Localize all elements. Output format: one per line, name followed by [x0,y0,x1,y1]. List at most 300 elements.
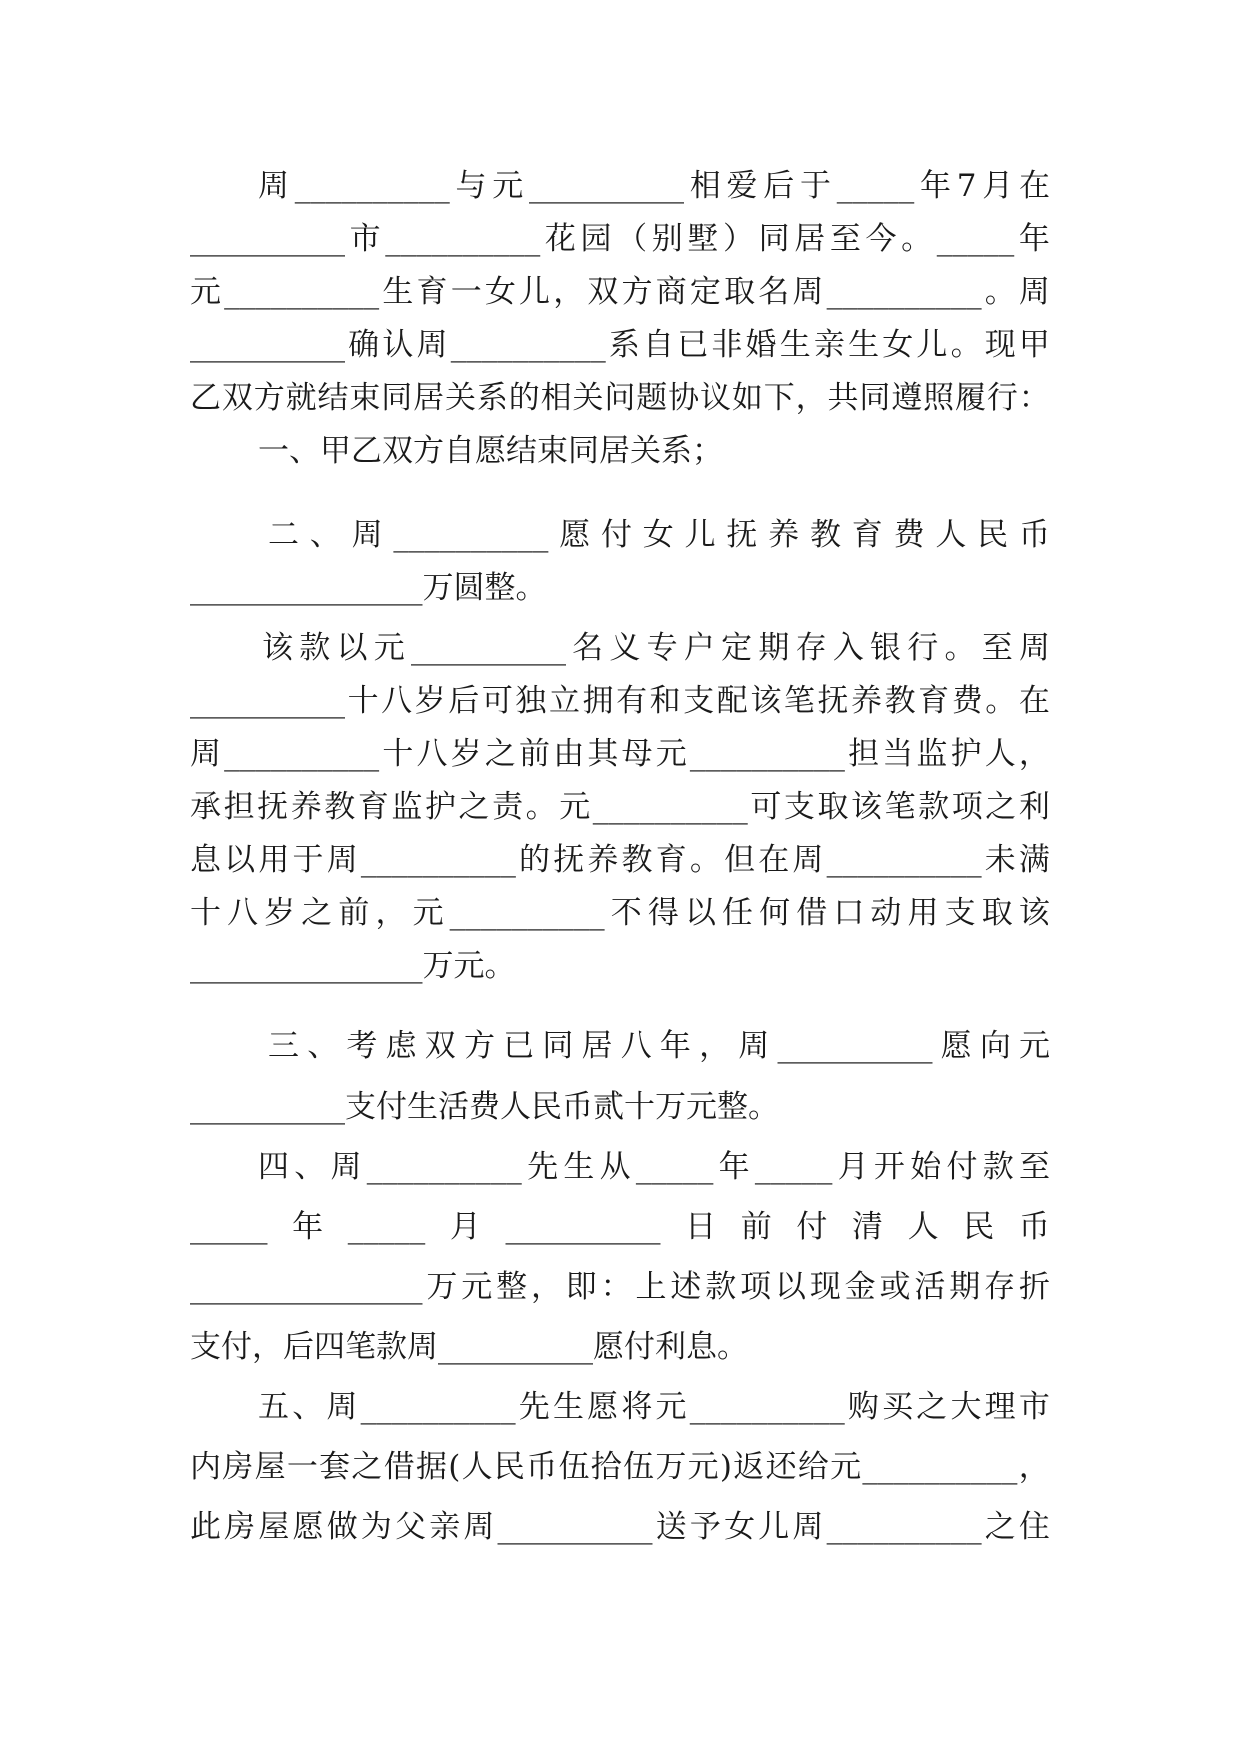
text-char: 周 [792,274,824,310]
blank-field: __________ [826,274,982,310]
blank-field: _____ [635,1149,714,1185]
text-char: 下 [763,380,795,416]
text-char: 为 [360,1509,392,1545]
text-char: 现 [809,1269,841,1305]
text-char: ） [723,221,754,257]
text-char: 元 [373,630,405,666]
text-char: 关 [572,380,604,416]
text-char: 人 [935,517,967,553]
text-char: 养 [290,789,322,825]
text-char: ， [553,274,585,310]
text-char: 款 [705,1269,737,1305]
text-char: 伍 [558,1449,590,1485]
text-char: ： [600,1269,632,1305]
blank-field: __________ [294,168,450,204]
blank-field: __________ [529,168,684,204]
blank-field: __________ [449,895,605,931]
text-char: 。 [984,274,1016,310]
text-char: 后 [763,168,795,204]
text-char: 女 [484,274,516,310]
text-line: 一、甲乙双方自愿结束同居关系； [258,433,723,469]
text-char: 问 [604,380,636,416]
text-char: 款 [918,789,950,825]
text-char: 和 [649,683,681,719]
text-char: 居 [413,380,445,416]
text-char: 监 [391,789,423,825]
blank-field: __________ [366,1149,522,1185]
text-line [258,1143,1050,1191]
text-char: 以 [774,1269,806,1305]
text-char: 笔 [783,683,815,719]
text-char: 名 [572,630,604,666]
text-char: 期 [949,1269,981,1305]
text-char: 述 [670,1269,702,1305]
text-char: 笔 [884,789,916,825]
blank-field: __________ [190,683,345,719]
text-char: 从 [599,1149,631,1185]
text-char: 元 [461,1269,493,1305]
text-char: 周 [792,1509,824,1545]
text-line [190,783,1050,831]
text-char: 。 [944,630,976,666]
text-char: 愿 [940,1028,972,1064]
text-char: 于 [292,842,324,878]
text-char: 之 [301,895,333,931]
text-char: 与 [455,168,487,204]
text-char: ( [448,1449,461,1485]
text-char: 、 [309,517,341,553]
text-char: 。 [525,789,557,825]
text-char: 在 [1018,683,1050,719]
text-char: 担 [223,789,255,825]
blank-field: __________ [505,1209,661,1245]
text-char: 元 [687,1449,719,1485]
text-char: 屋 [254,1449,286,1485]
text-char: 周 [351,517,383,553]
text-char: 议 [700,380,731,416]
text-char: 元 [492,168,524,204]
blank-field: __________ [826,1509,982,1545]
blank-field: _______________ [190,1269,423,1305]
text-char: 生 [848,327,880,363]
text-char: 。 [689,842,721,878]
text-char: 教 [809,517,841,553]
text-char: 的 [508,380,540,416]
text-char: 可 [481,683,513,719]
blank-field: __________ [450,327,606,363]
text-char: 义 [609,630,641,666]
text-char: 币 [1018,1209,1050,1245]
text-char: 用 [258,842,290,878]
text-char: 周 [326,842,358,878]
text-char: 责 [492,789,524,825]
text-char: 前 [338,895,370,931]
blank-field: __________ [190,221,345,257]
text-char: 之 [916,1389,948,1425]
text-char: 监 [916,736,948,772]
blank-field: __________ [689,1389,845,1425]
text-char: 母 [621,736,653,772]
text-char: 行 [986,380,1018,416]
text-char: 同 [758,221,790,257]
text-char: 利 [1018,789,1050,825]
text-char: 履 [955,380,986,416]
text-char: 八 [416,736,448,772]
text-line [258,1383,1050,1431]
text-char: 元 [655,1389,687,1425]
text-char: 抚 [553,842,585,878]
text-char: 专 [646,630,678,666]
text-char: 币 [1018,517,1050,553]
text-char: 亲 [429,1509,461,1545]
blank-field: __________ [224,274,380,310]
text-char: 活 [914,1269,946,1305]
text-char: 予 [689,1509,721,1545]
text-char: 户 [683,630,715,666]
text-char: 伍 [623,1449,655,1485]
text-char: 周 [190,736,221,772]
text-char: 拥 [582,683,614,719]
text-char: 支 [683,683,715,719]
text-char: 方 [253,380,285,416]
text-char: 于 [800,168,831,204]
text-char: 万 [426,1269,458,1305]
text-char: 送 [655,1509,687,1545]
text-line [190,1503,1050,1551]
text-char: 同 [859,380,891,416]
text-char: 共 [827,380,859,416]
text-char: 定 [689,274,721,310]
text-char: 房 [224,1509,256,1545]
text-char: 八 [381,683,413,719]
text-char: 协 [668,380,700,416]
text-char: 、 [307,1028,339,1064]
text-char: 年 [659,1028,691,1064]
text-line [190,1203,1050,1251]
blank-field: __________ [689,736,845,772]
text-char: 就 [285,380,317,416]
text-char: 养 [768,517,800,553]
text-char: 抚 [817,683,849,719]
text-char: 抚 [257,789,289,825]
text-char: 育 [416,274,448,310]
blank-field: __________ [360,1389,516,1425]
text-char: 以 [336,630,368,666]
text-char: 之 [985,789,1017,825]
text-char: 何 [759,895,791,931]
text-char: 人 [461,1449,493,1485]
text-char: 方 [621,274,653,310]
text-char: 开 [873,1149,905,1185]
text-char: 房 [222,1449,254,1485]
text-char: 护 [424,789,456,825]
text-char: 由 [553,736,585,772]
text-char: 抚 [726,517,758,553]
text-char: 岁 [450,736,482,772]
text-char: 婚 [745,327,777,363]
text-char: 生 [382,274,414,310]
text-char: 期 [758,630,790,666]
text-char: 别 [651,221,683,257]
text-char: 八 [227,895,259,931]
text-line [190,889,1050,937]
text-char: 向 [979,1028,1011,1064]
text-char: 。 [901,221,933,257]
text-char: 可 [750,789,782,825]
text-char: 还 [765,1449,797,1485]
text-char: 大 [950,1389,982,1425]
text-char: 愿 [559,517,591,553]
text-char: 入 [832,630,864,666]
text-char: 双 [424,1028,456,1064]
blank-field: _____ [347,1209,426,1245]
text-char: 同 [542,1028,574,1064]
text-line [190,268,1050,316]
text-char: 息 [190,842,221,878]
blank-field: _____ [754,1149,833,1185]
text-line [190,730,1050,778]
text-char: 年 [1018,221,1050,257]
text-char: 支 [783,789,815,825]
blank-field: __________ [393,517,549,553]
text-char: 先 [518,1389,550,1425]
text-char: 借 [796,895,828,931]
text-char: 存 [795,630,827,666]
text-char: 民 [493,1449,525,1485]
text-char: 周 [792,842,824,878]
text-char: 元 [559,789,591,825]
text-char: 取 [981,895,1013,931]
blank-field: __________ [224,736,380,772]
text-char: 五 [258,1389,289,1425]
text-char: 居 [794,221,826,257]
text-char: 屋 [258,1509,290,1545]
text-char: 后 [448,683,480,719]
text-char: ， [699,1028,731,1064]
text-char: 三 [268,1028,299,1064]
text-char: 据 [415,1449,447,1485]
text-char: 人 [984,736,1016,772]
text-char: 系 [476,380,508,416]
text-char: 女 [642,517,674,553]
text-char: 担 [848,736,880,772]
text-char: 周 [1018,274,1050,310]
text-char: 已 [677,327,709,363]
text-char: 、 [292,1389,324,1425]
text-char: 自 [643,327,675,363]
text-line [268,511,1050,559]
text-char: 育 [851,517,883,553]
text-char: 同 [381,380,413,416]
text-char: 名 [758,274,790,310]
text-char: 立 [548,683,580,719]
text-char: 费 [951,683,983,719]
text-char: 的 [519,842,551,878]
text-char: 方 [463,1028,495,1064]
text-char: 7 [956,168,977,204]
text-char: 项 [951,789,983,825]
text-line [190,374,1050,422]
blank-field: __________ [410,630,566,666]
text-char: 虑 [385,1028,417,1064]
text-char: 非 [711,327,743,363]
text-char: 取 [724,274,756,310]
text-line [268,1022,1050,1070]
text-char: 认 [382,327,414,363]
text-char: 生 [552,1389,584,1425]
blank-field: _____ [190,1209,268,1245]
text-char: ： [1018,380,1050,416]
text-char: 教 [621,842,653,878]
text-char: 或 [879,1269,911,1305]
text-char: 爱 [726,168,758,204]
text-char: 八 [620,1028,652,1064]
text-char: 前 [519,736,551,772]
text-line [190,1443,1050,1491]
text-char: 费 [893,517,925,553]
text-line: _______________万圆整。 [190,570,547,606]
text-line: __________支付生活费人民币贰十万元整。 [190,1089,779,1125]
blank-field: __________ [497,1509,653,1545]
text-char: 承 [190,789,221,825]
text-char: 款 [982,1149,1014,1185]
text-char: 一 [450,274,482,310]
text-char: 现 [984,327,1016,363]
text-char: 金 [844,1269,876,1305]
text-char: 如 [731,380,763,416]
text-char: 始 [910,1149,942,1185]
text-char: 理 [984,1389,1016,1425]
text-char: 银 [870,630,902,666]
text-char: 十 [190,895,221,931]
text-char: 亲 [813,327,845,363]
blank-field: __________ [826,842,982,878]
text-line [190,321,1050,369]
text-char: 周 [326,1389,358,1425]
text-char: ， [530,1269,562,1305]
text-char: 市 [1018,1389,1050,1425]
text-char: 任 [722,895,754,931]
text-char: 整 [496,1269,528,1305]
text-char: 年 [292,1209,324,1245]
text-char: ) [719,1449,732,1485]
text-char: 教 [324,789,356,825]
text-char: 返 [733,1449,765,1485]
text-char: 之 [984,1509,1016,1545]
text-char: 确 [348,327,380,363]
text-char: 甲 [1018,327,1050,363]
text-char: 存 [984,1269,1016,1305]
text-char: 周 [1018,630,1050,666]
text-char: 该 [851,789,882,825]
text-char: 用 [907,895,939,931]
text-char: 乙 [190,380,221,416]
text-char: 做 [326,1509,358,1545]
text-char: 养 [851,683,882,719]
text-char: 购 [847,1389,879,1425]
text-char: 儿 [758,1509,790,1545]
text-char: 结 [317,380,349,416]
text-char: 相 [540,380,572,416]
text-char: 居 [581,1028,613,1064]
text-char: 年 [920,168,951,204]
text-char: 儿 [519,274,551,310]
text-char: 女 [882,327,914,363]
text-char: 照 [923,380,955,416]
text-char: 清 [852,1209,883,1245]
text-line [190,836,1050,884]
text-char: 有 [616,683,648,719]
text-char: 十 [347,683,379,719]
text-char: 周 [416,327,448,363]
text-char: 四 [258,1149,289,1185]
text-char: 元 [655,736,687,772]
text-char: 借 [383,1449,415,1485]
text-char: 取 [817,789,849,825]
text-char: 人 [907,1209,939,1245]
text-char: 市 [349,221,381,257]
text-char: 日 [685,1209,717,1245]
text-char: 民 [963,1209,995,1245]
text-char: 女 [724,1509,756,1545]
text-char: 即 [565,1269,597,1305]
text-char: 元 [830,1449,862,1485]
text-char: 一 [286,1449,318,1485]
text-char: 相 [689,168,721,204]
text-char: 满 [1018,842,1050,878]
text-char: 二 [268,517,299,553]
text-char: 月 [982,168,1014,204]
text-char: 商 [655,274,687,310]
text-char: 其 [587,736,619,772]
text-char: 之 [351,1449,383,1485]
text-char: 月 [837,1149,869,1185]
text-char: 周 [330,1149,362,1185]
text-line: 支付，后四笔款周__________愿付利息。 [190,1329,748,1365]
text-char: 将 [621,1389,653,1425]
blank-field: __________ [385,221,541,257]
text-char: 套 [319,1449,351,1485]
text-char: 生 [779,327,811,363]
text-char: 当 [882,736,914,772]
text-char: 育 [655,842,687,878]
text-char: 月 [449,1209,481,1245]
text-char: 该 [262,630,293,666]
text-char: 以 [224,842,256,878]
text-char: 墅 [687,221,719,257]
text-char: 口 [833,895,865,931]
text-char: 。 [950,327,982,363]
text-char: 生 [563,1149,595,1185]
text-line [262,624,1050,672]
text-line [190,215,1050,263]
text-char: 该 [1018,895,1050,931]
text-char: 之 [484,736,516,772]
text-char: 付 [946,1149,978,1185]
blank-field: _____ [936,221,1015,257]
text-char: 付 [796,1209,828,1245]
blank-field: __________ [190,327,345,363]
text-char: 住 [1018,1509,1050,1545]
text-char: 今 [865,221,897,257]
text-char: 儿 [916,327,948,363]
blank-field: __________ [360,842,516,878]
text-char: 考 [346,1028,378,1064]
text-char: 系 [608,327,640,363]
text-char: 养 [587,842,619,878]
text-char: 拾 [590,1449,622,1485]
text-char: 元 [412,895,444,931]
